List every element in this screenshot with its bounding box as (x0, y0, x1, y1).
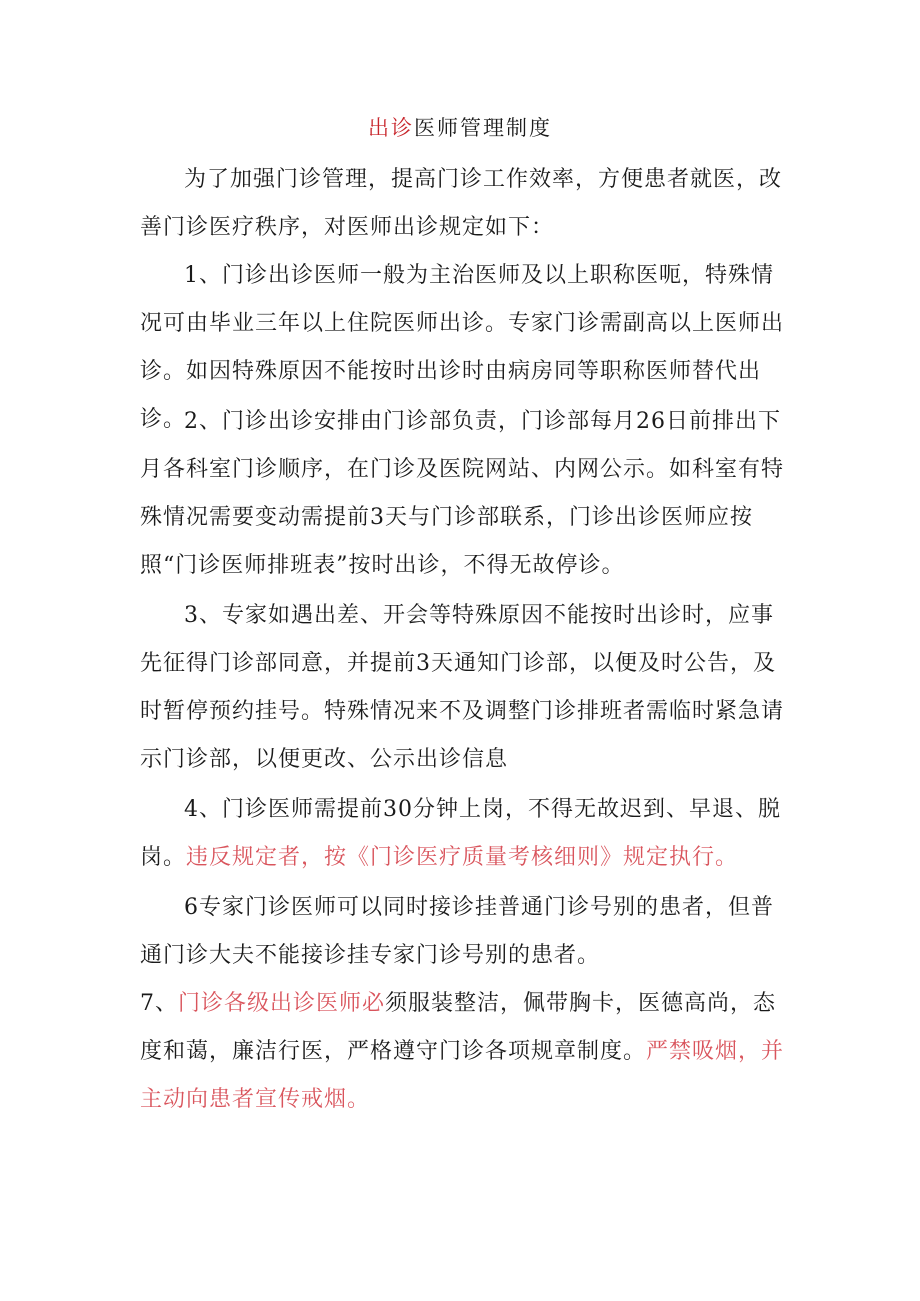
rule-7-number: 7、 (140, 991, 178, 1016)
rule-7-paragraph (140, 980, 790, 1124)
title-rest: 医师管理制度 (414, 116, 552, 140)
page-title (0, 112, 920, 144)
rule-4-text: 4、门诊医师需提前30分钟上岗，不得无故迟到、早退、脱岗。 (140, 797, 781, 870)
rule-1-paragraph: 1、门诊出诊医师一般为主治医师及以上职称医呃，特殊情况可由毕业三年以上住院医师出诊。专家门诊需副高以上医师出诊。如因特殊原因不能按时出诊时由病房同等职称医师替代出诊。 (140, 263, 785, 432)
rule-7-red-part-1: 门诊各级出诊医师必 (178, 991, 386, 1016)
rule-7-text: 须服装整洁，佩带胸卡，医德高尚，态度和蔼，廉洁行医，严格遵守门诊各项规章制度。 (140, 991, 777, 1064)
rule-4-penalty-note: 违反规定者，按《门诊医疗质量考核细则》规定执行。 (186, 845, 739, 870)
rule-3-paragraph: 3、专家如遇出差、开会等特殊原因不能按时出诊时，应事先征得门诊部同意，并提前3天通知门诊部，以便及时公告，及时暂停预约挂号。特殊情况来不及调整门诊排班者需临时紧急请示门诊部，以便更改、公示出诊信息 (140, 603, 785, 772)
title-red-part: 出诊 (368, 116, 414, 140)
intro-paragraph: 为了加强门诊管理，提高门诊工作效率，方便患者就医，改善门诊医疗秩序，对医师出诊规定如下： (140, 167, 783, 240)
rule-6-paragraph: 6专家门诊医师可以同时接诊挂普通门诊号别的患者，但普通门诊大夫不能接诊挂专家门诊号别的患者。 (140, 895, 774, 968)
rule-4-paragraph (140, 786, 790, 882)
rule-7-red-part-2: 严禁吸烟，并主动向患者宣传戒烟。 (140, 1039, 785, 1112)
rule-2-paragraph: 2、门诊出诊安排由门诊部负责，门诊部每月26日前排出下月各科室门诊顺序，在门诊及医院网站、内网公示。如科室有特殊情况需要变动需提前3天与门诊部联系，门诊出诊医师应按照“门诊医师排班表”按时出诊，不得无故停诊。 (140, 409, 785, 578)
